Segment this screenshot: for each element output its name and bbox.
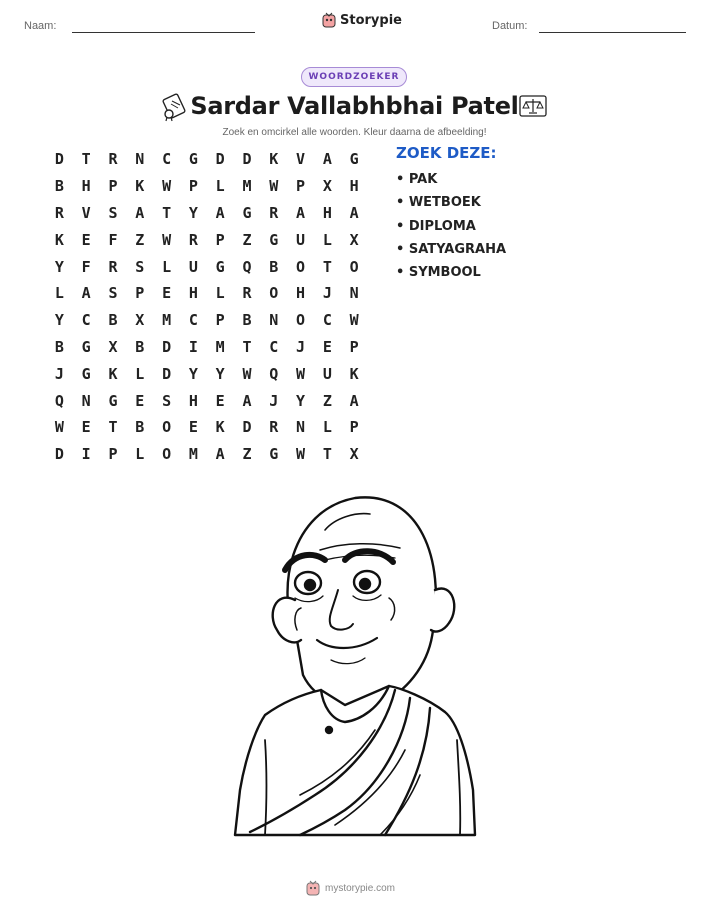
grid-cell[interactable]: R [188, 230, 198, 249]
grid-cell[interactable]: W [162, 230, 172, 249]
grid-cell[interactable]: L [215, 284, 225, 303]
grid-cell[interactable]: Z [322, 391, 332, 410]
grid-cell[interactable]: R [108, 150, 118, 169]
grid-cell[interactable]: G [269, 445, 279, 464]
grid-cell[interactable]: A [215, 203, 225, 222]
grid-cell[interactable]: H [188, 284, 198, 303]
grid-cell[interactable]: W [162, 177, 172, 196]
grid-cell[interactable]: S [108, 203, 118, 222]
grid-cell[interactable]: U [322, 364, 332, 383]
grid-cell[interactable]: S [162, 391, 172, 410]
grid-cell[interactable]: P [215, 230, 225, 249]
grid-cell[interactable]: C [188, 311, 198, 330]
grid-cell[interactable]: B [242, 311, 252, 330]
grid-cell[interactable]: G [242, 203, 252, 222]
grid-cell[interactable]: E [322, 337, 332, 356]
grid-cell[interactable]: Y [296, 391, 306, 410]
grid-cell[interactable]: W [54, 418, 64, 437]
grid-cell[interactable]: K [135, 177, 145, 196]
grid-cell[interactable]: K [269, 150, 279, 169]
grid-cell[interactable]: X [322, 177, 332, 196]
grid-cell[interactable]: T [322, 257, 332, 276]
grid-cell[interactable]: G [108, 391, 118, 410]
grid-cell[interactable]: G [349, 150, 359, 169]
grid-cell[interactable]: P [188, 177, 198, 196]
grid-cell[interactable]: Y [188, 364, 198, 383]
grid-cell[interactable]: X [349, 445, 359, 464]
grid-cell[interactable]: S [108, 284, 118, 303]
grid-cell[interactable]: T [162, 203, 172, 222]
grid-cell[interactable]: W [296, 445, 306, 464]
grid-cell[interactable]: T [108, 418, 118, 437]
grid-cell[interactable]: W [296, 364, 306, 383]
word-list-item: • SYMBOOL [396, 265, 481, 281]
grid-cell[interactable]: F [108, 230, 118, 249]
grid-cell[interactable]: R [108, 257, 118, 276]
grid-cell[interactable]: A [135, 203, 145, 222]
grid-cell[interactable]: I [188, 337, 198, 356]
grid-cell[interactable]: E [81, 418, 91, 437]
date-label: Datum: [492, 20, 528, 32]
law-scales-icon [518, 94, 548, 118]
grid-cell[interactable]: L [162, 257, 172, 276]
grid-cell[interactable]: Z [242, 445, 252, 464]
grid-cell[interactable]: J [296, 337, 306, 356]
grid-cell[interactable]: N [296, 418, 306, 437]
name-label: Naam: [24, 20, 57, 32]
grid-cell[interactable]: J [269, 391, 279, 410]
grid-cell[interactable]: P [135, 284, 145, 303]
footer [306, 880, 395, 896]
grid-cell[interactable]: D [215, 150, 225, 169]
sardar-patel-coloring-illustration[interactable] [205, 490, 505, 850]
grid-cell[interactable]: D [162, 364, 172, 383]
grid-cell[interactable]: L [54, 284, 64, 303]
grid-cell[interactable]: C [269, 337, 279, 356]
instructions: Zoek en omcirkel alle woorden. Kleur daarna de afbeelding! [222, 127, 487, 138]
grid-cell[interactable]: V [81, 203, 91, 222]
grid-cell[interactable]: N [269, 311, 279, 330]
grid-cell[interactable]: E [81, 230, 91, 249]
grid-cell[interactable]: Y [54, 257, 64, 276]
storypie-logo-icon [306, 880, 320, 896]
grid-cell[interactable]: L [322, 230, 332, 249]
grid-cell[interactable]: B [54, 177, 64, 196]
grid-cell[interactable]: G [81, 337, 91, 356]
grid-cell[interactable]: D [54, 445, 64, 464]
grid-cell[interactable]: E [135, 391, 145, 410]
grid-cell[interactable]: K [54, 230, 64, 249]
word-list-title: ZOEK DEZE: [396, 144, 497, 162]
grid-cell[interactable]: P [349, 337, 359, 356]
grid-cell[interactable]: H [296, 284, 306, 303]
grid-cell[interactable]: E [215, 391, 225, 410]
grid-cell[interactable]: D [242, 418, 252, 437]
grid-cell[interactable]: R [269, 418, 279, 437]
grid-cell[interactable]: E [162, 284, 172, 303]
grid-cell[interactable]: H [81, 177, 91, 196]
grid-cell[interactable]: Q [269, 364, 279, 383]
word-list-item: • PAK [396, 172, 438, 187]
grid-cell[interactable]: K [215, 418, 225, 437]
grid-cell[interactable]: Q [54, 391, 64, 410]
grid-cell[interactable]: U [296, 230, 306, 249]
grid-cell[interactable]: Y [188, 203, 198, 222]
grid-cell[interactable]: A [81, 284, 91, 303]
grid-cell[interactable]: M [215, 337, 225, 356]
grid-cell[interactable]: U [188, 257, 198, 276]
word-list-item: • DIPLOMA [396, 218, 476, 234]
word-search-grid[interactable] [46, 146, 368, 468]
grid-cell[interactable]: A [296, 203, 306, 222]
brand-name: Storypie [340, 12, 402, 28]
word-list-item: • SATYAGRAHA [396, 241, 507, 257]
grid-cell[interactable]: C [322, 311, 332, 330]
grid-cell[interactable]: O [349, 257, 359, 276]
grid-cell[interactable]: L [135, 445, 145, 464]
grid-cell[interactable]: S [135, 257, 145, 276]
grid-cell[interactable]: W [242, 364, 252, 383]
grid-cell[interactable]: L [135, 364, 145, 383]
grid-cell[interactable]: B [135, 337, 145, 356]
grid-cell[interactable]: T [242, 337, 252, 356]
grid-cell[interactable]: D [242, 150, 252, 169]
grid-cell[interactable]: I [81, 445, 91, 464]
grid-cell[interactable]: H [322, 203, 332, 222]
grid-cell[interactable]: D [54, 150, 64, 169]
storypie-logo-icon [322, 12, 336, 28]
grid-cell[interactable]: P [349, 418, 359, 437]
grid-cell[interactable]: P [108, 177, 118, 196]
grid-cell[interactable]: L [215, 177, 225, 196]
grid-cell[interactable]: J [54, 364, 64, 383]
grid-cell[interactable]: Y [215, 364, 225, 383]
grid-cell[interactable]: P [296, 177, 306, 196]
grid-cell[interactable]: K [349, 364, 359, 383]
grid-cell[interactable]: R [54, 203, 64, 222]
footer-url[interactable]: mystorypie.com [325, 882, 396, 894]
grid-cell[interactable]: R [269, 203, 279, 222]
grid-cell[interactable]: E [188, 418, 198, 437]
grid-cell[interactable]: M [188, 445, 198, 464]
grid-cell[interactable]: J [322, 284, 332, 303]
grid-cell[interactable]: B [135, 418, 145, 437]
grid-cell[interactable]: W [349, 311, 359, 330]
grid-cell[interactable]: T [322, 445, 332, 464]
grid-cell[interactable]: W [269, 177, 279, 196]
grid-cell[interactable]: O [296, 257, 306, 276]
grid-cell[interactable]: N [349, 284, 359, 303]
category-badge: WOORDZOEKER [301, 67, 407, 87]
grid-cell[interactable]: F [81, 257, 91, 276]
grid-cell[interactable]: A [242, 391, 252, 410]
grid-cell[interactable]: P [108, 445, 118, 464]
date-line[interactable] [539, 32, 686, 33]
grid-cell[interactable]: N [135, 150, 145, 169]
grid-cell[interactable]: T [81, 150, 91, 169]
grid-cell[interactable]: G [188, 150, 198, 169]
grid-cell[interactable]: D [162, 337, 172, 356]
grid-cell[interactable]: O [162, 445, 172, 464]
grid-cell[interactable]: A [349, 391, 359, 410]
grid-cell[interactable]: M [242, 177, 252, 196]
grid-cell[interactable]: C [162, 150, 172, 169]
grid-cell[interactable]: Y [54, 311, 64, 330]
grid-cell[interactable]: R [242, 284, 252, 303]
grid-cell[interactable]: A [322, 150, 332, 169]
grid-cell[interactable]: X [108, 337, 118, 356]
grid-cell[interactable]: G [215, 257, 225, 276]
grid-cell[interactable]: Z [242, 230, 252, 249]
name-line[interactable] [72, 32, 255, 33]
word-list-item: • WETBOEK [396, 195, 481, 211]
page-title: Sardar Vallabhbhai Patel [190, 92, 519, 120]
grid-cell[interactable]: A [215, 445, 225, 464]
grid-cell[interactable]: G [81, 364, 91, 383]
grid-cell[interactable]: Q [242, 257, 252, 276]
grid-cell[interactable]: L [322, 418, 332, 437]
word-list [396, 172, 506, 288]
grid-cell[interactable]: O [296, 311, 306, 330]
grid-cell[interactable]: O [162, 418, 172, 437]
grid-cell[interactable]: K [108, 364, 118, 383]
grid-cell[interactable]: Z [135, 230, 145, 249]
grid-cell[interactable]: C [81, 311, 91, 330]
grid-cell[interactable]: O [269, 284, 279, 303]
grid-cell[interactable]: B [54, 337, 64, 356]
grid-cell[interactable]: B [269, 257, 279, 276]
grid-cell[interactable]: N [81, 391, 91, 410]
grid-cell[interactable]: X [349, 230, 359, 249]
grid-cell[interactable]: X [135, 311, 145, 330]
grid-cell[interactable]: V [296, 150, 306, 169]
grid-cell[interactable]: H [188, 391, 198, 410]
grid-cell[interactable]: P [215, 311, 225, 330]
grid-cell[interactable]: B [108, 311, 118, 330]
grid-cell[interactable]: H [349, 177, 359, 196]
grid-cell[interactable]: A [349, 203, 359, 222]
grid-cell[interactable]: M [162, 311, 172, 330]
brand-logo [322, 12, 402, 28]
grid-cell[interactable]: G [269, 230, 279, 249]
